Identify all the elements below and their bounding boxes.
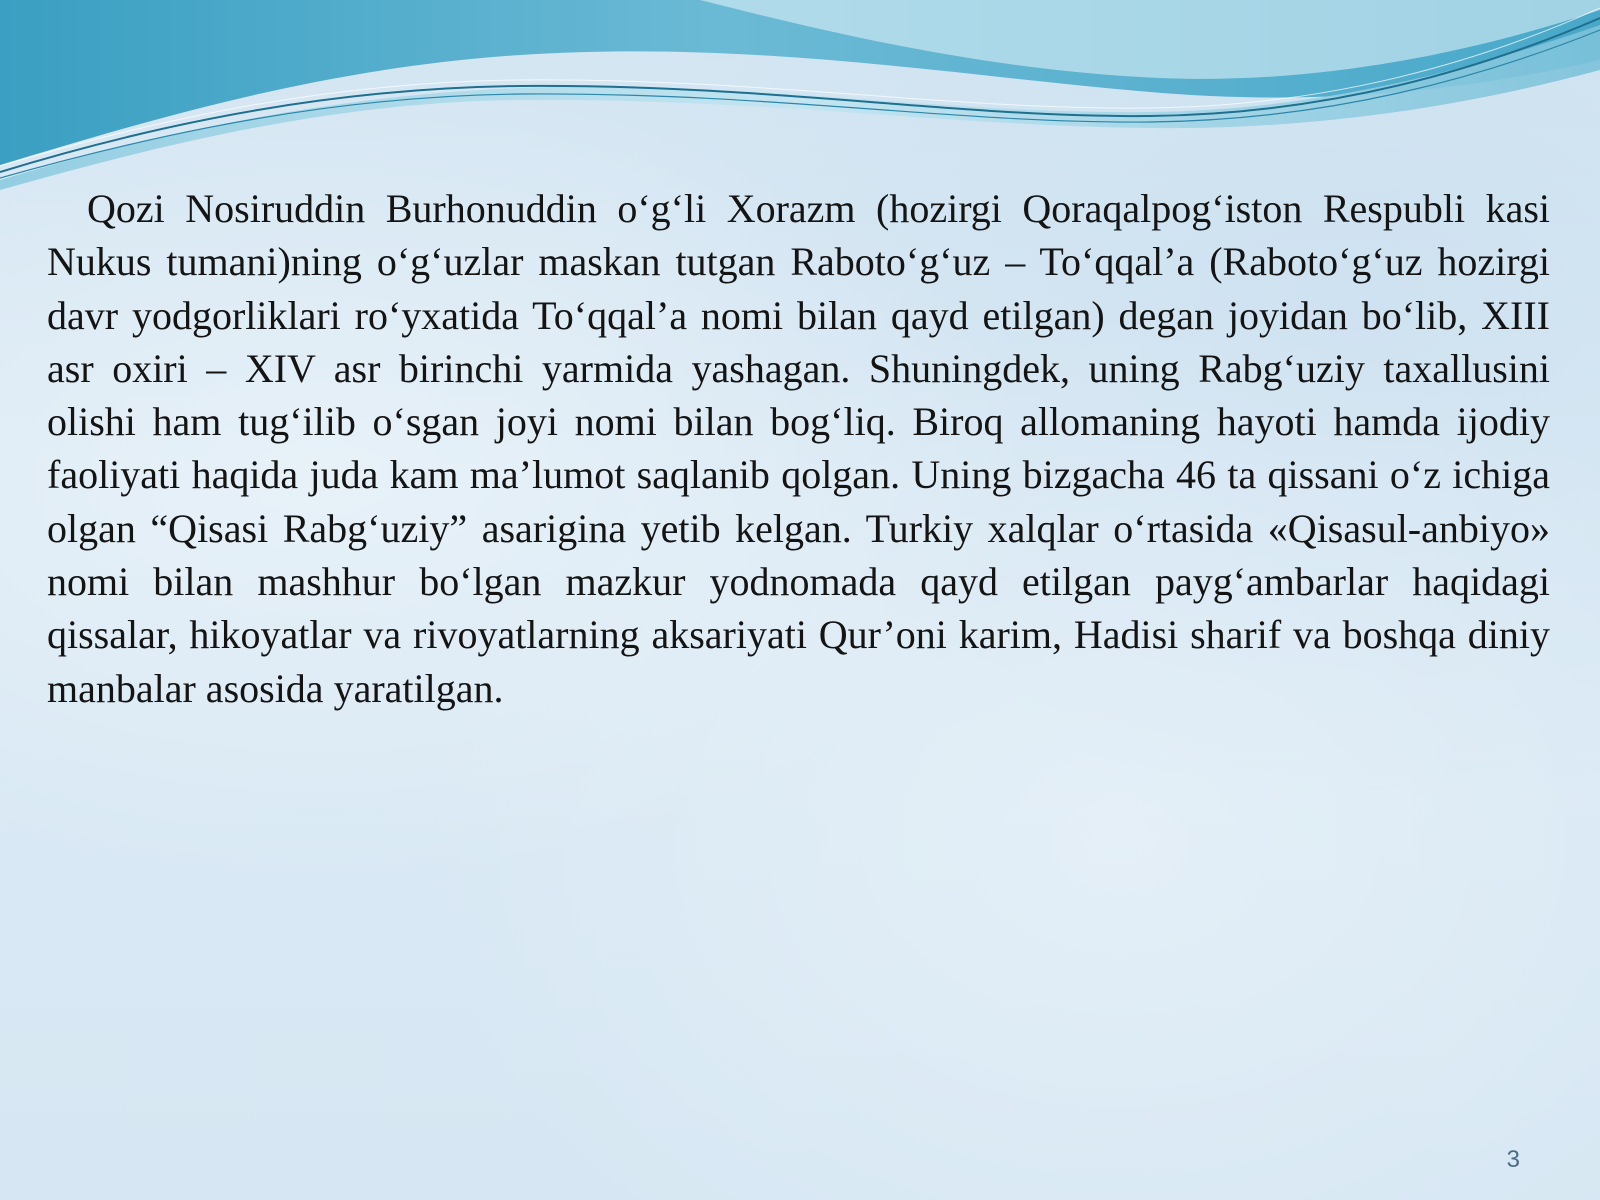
page-number: 3 — [1506, 1146, 1520, 1173]
body-paragraph: Qozi Nosiruddin Burhonuddin o‘g‘li Xorazm (hozirgi Qoraqalpog‘iston Respubli kasi Nukus tumani)ning o‘g‘uzlar maskan tutgan Raboto‘g‘uz – To‘qqal’a (Raboto‘g‘uz hozirgi davr yodgorliklari ro‘yxatida To‘qqal’a nomi bilan qayd etilgan) degan joyidan bo‘lib, XIII asr oxiri – XIV asr birinchi yarmida yashagan. Shuningdek, uning Rabg‘uziy taxallusini olishi ham tug‘ilib o‘sgan joyi nomi bilan bog‘liq. Biroq allomaning hayoti hamda ijodiy faoliyati haqida juda kam ma’lumot saqlanib qolgan. Uning bizgacha 46 ta qissani o‘z ichiga olgan “Qisasi Rabg‘uziy” asarigina yetib kelgan. Turkiy xalqlar o‘rtasida «Qisasul-anbiyo» nomi bilan mashhur bo‘lgan mazkur yodnomada qayd etilgan payg‘ambarlar haqidagi qissalar, hikoyatlar va rivoyatlarning aksariyati Qur’oni karim, Hadisi sharif va boshqa diniy manbalar asosida yaratilgan. — [47, 186, 1550, 711]
header-wave-decoration — [0, 0, 1600, 200]
